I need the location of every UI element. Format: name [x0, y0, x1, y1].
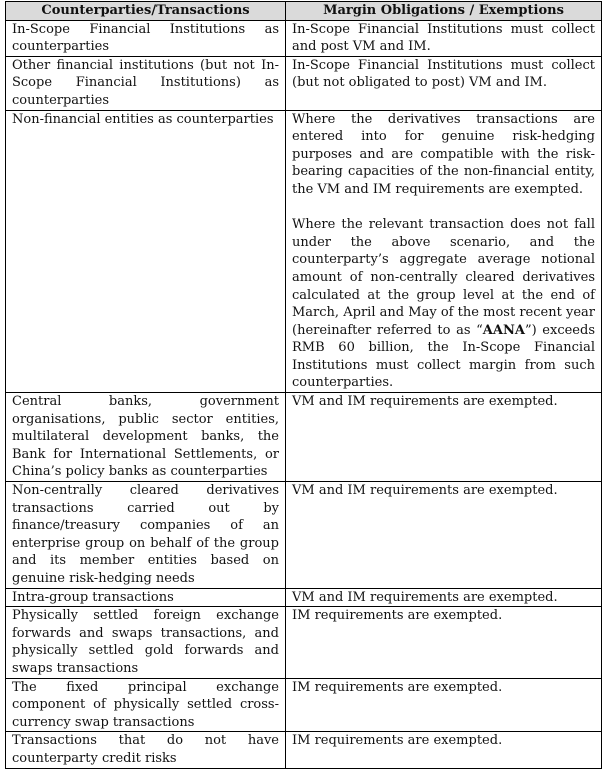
- table-row: [6, 607, 602, 678]
- table-row: [6, 678, 602, 732]
- counterparty-cell: Intra-group transactions: [6, 588, 286, 607]
- counterparty-cell: Physically settled foreign exchange forwards and swaps transactions, and physically settled gold forwards and swaps transactions: [6, 607, 286, 678]
- obligation-text-a: Where the relevant transaction does not fall under the above scenario, and the counterparty’s aggregate average notional amount of non-centrally cleared derivatives calculated at the group level at the end of March, April and May of the most recent year (hereinafter referred to as “: [292, 217, 595, 338]
- obligation-paragraph-1: Where the derivatives transactions are entered into for genuine risk-hedging purposes and are compatible with the risk-bearing capacities of the non-financial entity, the VM and IM requirements are exempted.: [292, 111, 595, 197]
- obligation-cell: In-Scope Financial Institutions must collect and post VM and IM.: [286, 20, 602, 56]
- counterparty-cell: In-Scope Financial Institutions as counterparties: [6, 20, 286, 56]
- obligation-paragraph-2: [292, 216, 595, 392]
- table-row: [6, 732, 602, 768]
- counterparty-cell: Non-centrally cleared derivatives transactions carried out by finance/treasury companies of an enterprise group on behalf of the group and its member entities based on genuine risk-hedging needs: [6, 482, 286, 589]
- obligation-text-b: ”) exceeds RMB 60 billion, the In-Scope Financial Institutions must collect margin from such counterparties.: [292, 322, 595, 391]
- table-row: [6, 393, 602, 482]
- counterparty-cell: Central banks, government organisations, public sector entities, multilateral development banks, the Bank for International Settlements, or China’s policy banks as counterparties: [6, 393, 286, 482]
- header-counterparties: Counterparties/Transactions: [6, 2, 286, 21]
- aana-term: AANA: [482, 322, 525, 338]
- obligation-cell: [286, 110, 602, 393]
- table-row: [6, 20, 602, 56]
- obligation-cell: VM and IM requirements are exempted.: [286, 393, 602, 482]
- counterparty-cell: The fixed principal exchange component of physically settled cross-currency swap transactions: [6, 678, 286, 732]
- obligation-cell: IM requirements are exempted.: [286, 607, 602, 678]
- table-row: [6, 482, 602, 589]
- obligation-cell: In-Scope Financial Institutions must collect (but not obligated to post) VM and IM.: [286, 56, 602, 110]
- obligation-cell: VM and IM requirements are exempted.: [286, 482, 602, 589]
- header-margin-obligations: Margin Obligations / Exemptions: [286, 2, 602, 21]
- counterparty-cell: Other financial institutions (but not In-Scope Financial Institutions) as counterparties: [6, 56, 286, 110]
- margin-obligations-table: [5, 1, 602, 769]
- counterparty-cell: Non-financial entities as counterparties: [6, 110, 286, 393]
- table-header-row: [6, 2, 602, 21]
- obligation-cell: IM requirements are exempted.: [286, 678, 602, 732]
- obligation-cell: VM and IM requirements are exempted.: [286, 588, 602, 607]
- table-row: [6, 56, 602, 110]
- obligation-cell: IM requirements are exempted.: [286, 732, 602, 768]
- counterparty-cell: Transactions that do not have counterparty credit risks: [6, 732, 286, 768]
- table-row: [6, 588, 602, 607]
- table-row: [6, 110, 602, 393]
